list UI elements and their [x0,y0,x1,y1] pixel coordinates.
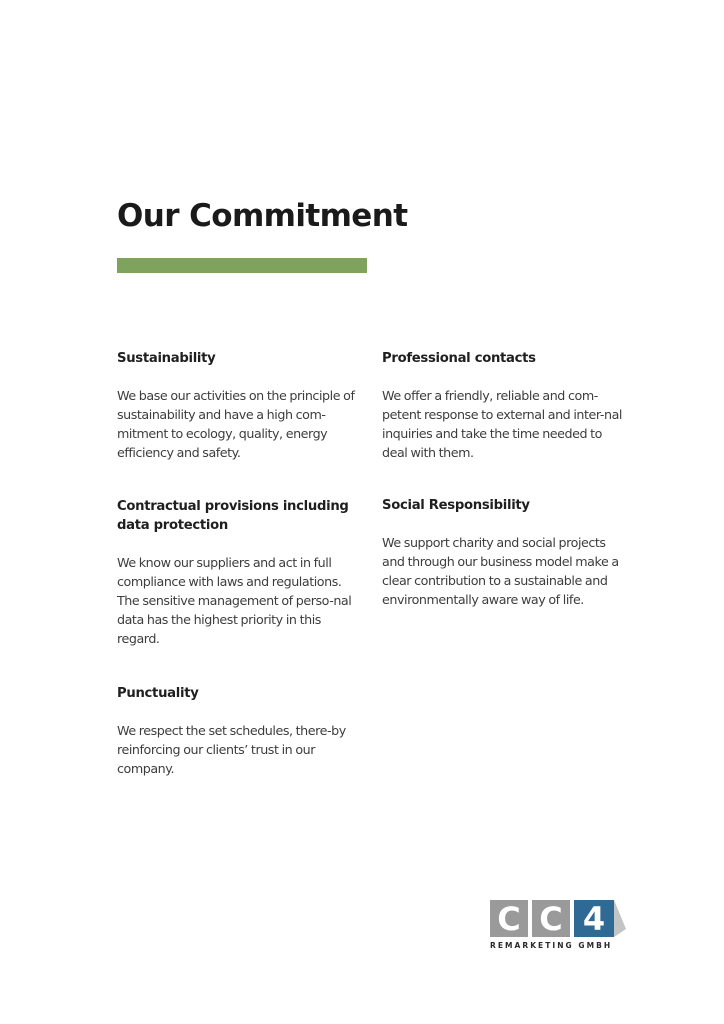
section-body: We know our suppliers and act in full compliance with laws and regulations. The sensitive management of perso-nal data has the highest priority in this regard. [117,555,352,646]
section-sustainability [117,349,362,462]
section-professional-contacts [382,349,627,462]
logo-tile-4 [574,900,626,938]
section-body: We support charity and social projects and through our business model make a clear contribution to a sustainable and environmentally aware way of life. [382,535,619,607]
logo-tile-c1-letter: C [497,900,521,938]
section-social-responsibility [382,496,627,609]
logo-tile-c1 [490,900,528,938]
section-body: We base our activities on the principle of sustainability and have a high com-mitment to ecology, quality, energy efficiency and safety. [117,388,355,460]
section-body: We respect the set schedules, there-by reinforcing our clients’ trust in our company. [117,723,346,776]
section-punctuality [117,684,362,778]
title-accent-bar [117,258,367,273]
section-contractual-provisions [117,497,362,648]
section-body: We offer a friendly, reliable and com-petent response to external and inter-nal inquiries and take the time needed to deal with them. [382,388,622,460]
page-title: Our Commitment [117,198,408,234]
section-heading: Punctuality [117,686,199,701]
section-heading: Social Responsibility [382,498,530,513]
logo-tile-c2-letter: C [539,900,563,938]
section-heading: Professional contacts [382,351,536,366]
section-heading: Contractual provisions including data protection [117,499,349,533]
section-heading: Sustainability [117,351,216,366]
logo-tile-4-letter: 4 [582,900,606,938]
logo-tile-c2 [532,900,570,938]
logo-tagline: REMARKETING GMBH [490,941,613,950]
